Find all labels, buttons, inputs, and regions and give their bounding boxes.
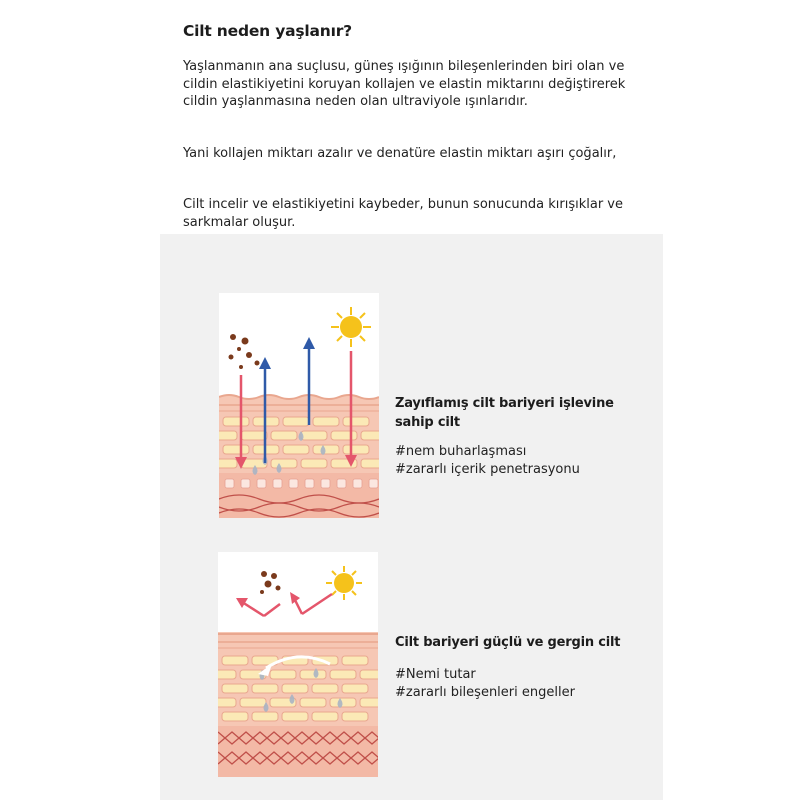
- weak-barrier-illustration: [219, 293, 379, 518]
- strong-barrier-illustration: [218, 552, 378, 777]
- strong-barrier-title: Cilt bariyeri güçlü ve gergin cilt: [395, 635, 621, 650]
- collagen-paragraph: Yani kollajen miktarı azalır ve denatüre elastin miktarı aşırı çoğalır,: [183, 146, 617, 161]
- strong-barrier-tag-1: #Nemi tutar: [395, 667, 476, 682]
- dust-particles-icon: [229, 334, 260, 369]
- uv-arrow-icon: [236, 592, 332, 616]
- sun-icon: [331, 307, 371, 347]
- dust-particles-icon: [260, 571, 281, 594]
- intro-paragraph: Yaşlanmanın ana suçlusu, güneş ışığının bileşenlerinden biri olan ve cildin elastikiyetini koruyan kollajen ve elastin miktarını değiştirerek cildin yaşlanmasına neden olan ultraviyole ışınlarıdır.: [183, 59, 626, 109]
- weak-barrier-tag-2: #zararlı içerik penetrasyonu: [395, 462, 580, 477]
- page-title: Cilt neden yaşlanır?: [183, 22, 352, 40]
- weak-barrier-tag-1: #nem buharlaşması: [395, 444, 527, 459]
- wrinkle-paragraph: Cilt incelir ve elastikiyetini kaybeder, bunun sonucunda kırışıklar ve sarkmalar oluşur.: [183, 197, 623, 230]
- weak-barrier-title: Zayıflamış cilt bariyeri işlevine sahip cilt: [395, 396, 614, 430]
- strong-barrier-tag-2: #zararlı bileşenleri engeller: [395, 685, 575, 700]
